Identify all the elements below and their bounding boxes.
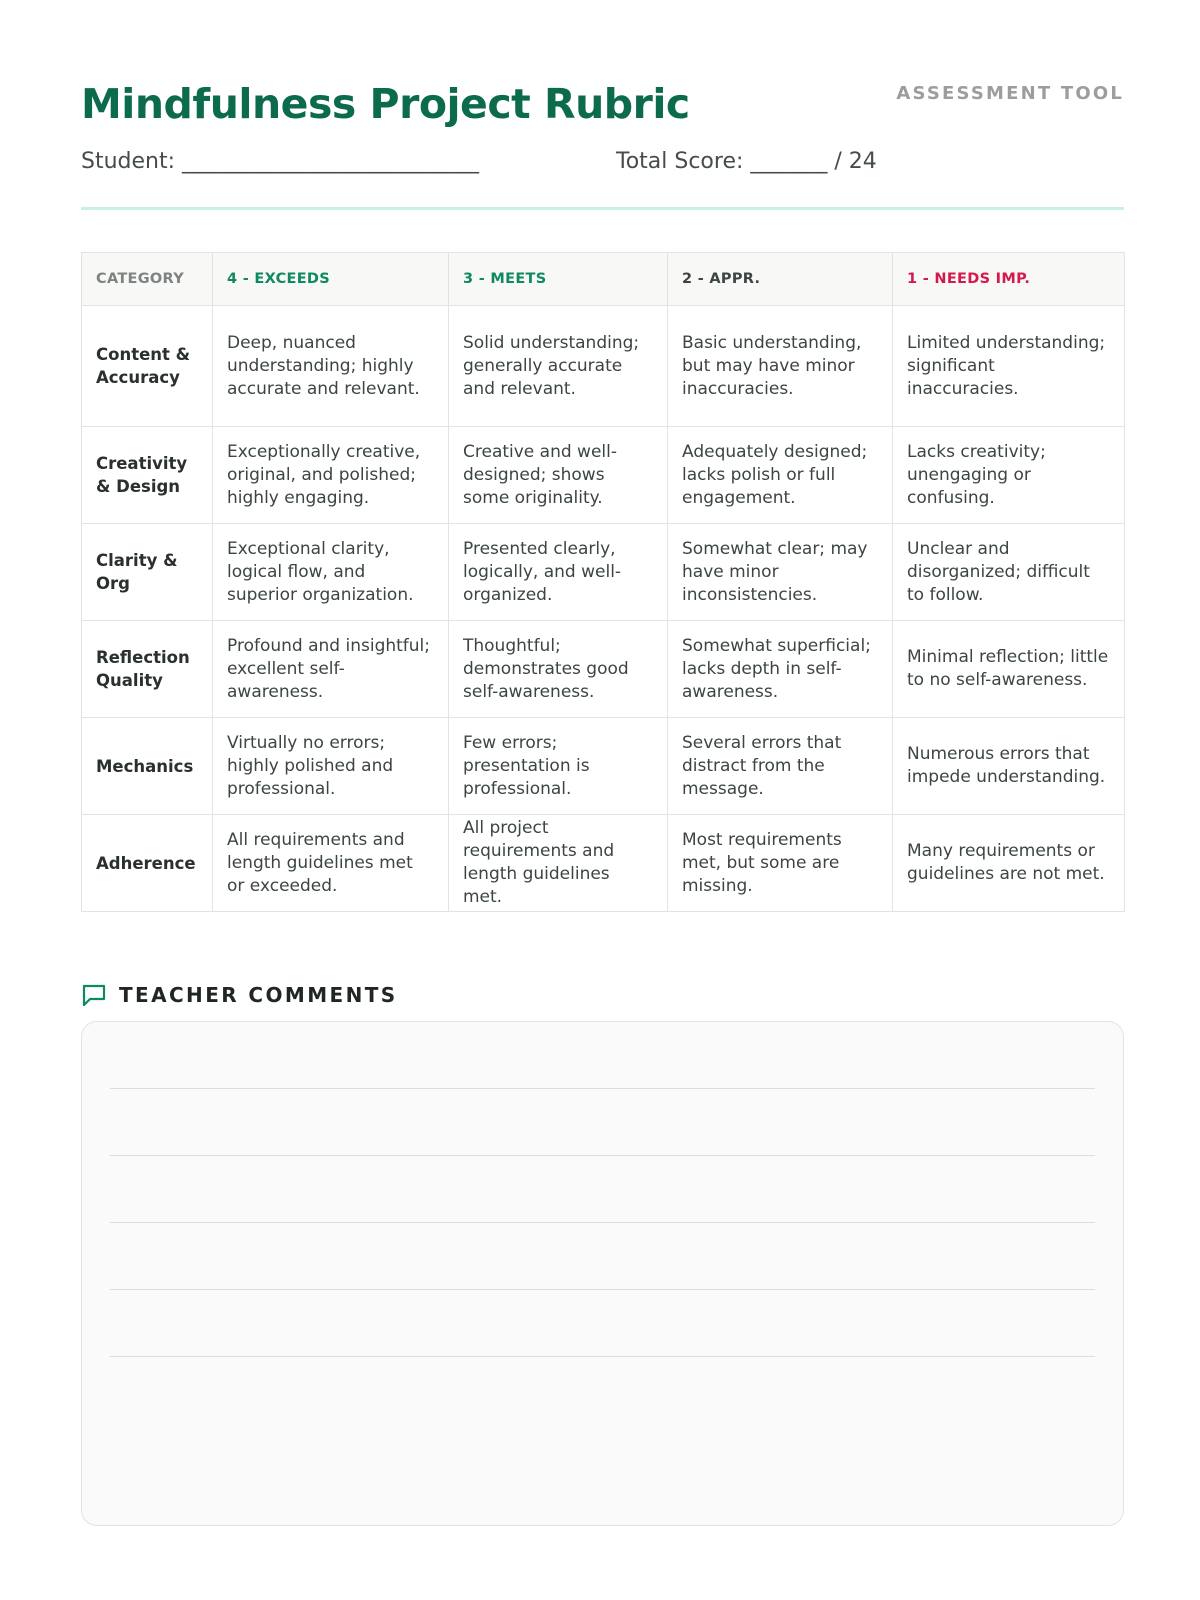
header-needs-improvement: 1 - NEEDS IMP. (893, 253, 1125, 306)
table-row (82, 815, 1125, 912)
cell-needs-improvement: Unclear and disorganized; difficult to follow. (893, 524, 1125, 621)
cell-exceeds: Virtually no errors; highly polished and professional. (213, 718, 449, 815)
row-category: Mechanics (82, 718, 213, 815)
teacher-comments-header (81, 980, 398, 1010)
row-category: Reflection Quality (82, 621, 213, 718)
page-title: Mindfulness Project Rubric (81, 80, 690, 128)
cell-needs-improvement: Many requirements or guidelines are not met. (893, 815, 1125, 912)
table-header-row (82, 253, 1125, 306)
table-row (82, 306, 1125, 427)
cell-meets: Few errors; presentation is professional. (449, 718, 668, 815)
cell-exceeds: Exceptional clarity, logical flow, and superior organization. (213, 524, 449, 621)
cell-exceeds: All requirements and length guidelines met or exceeded. (213, 815, 449, 912)
comment-icon (81, 982, 107, 1008)
header-approaching: 2 - APPR. (668, 253, 893, 306)
cell-meets: All project requirements and length guidelines met. (449, 815, 668, 912)
rubric-table (81, 252, 1125, 912)
header-divider (81, 207, 1124, 210)
row-category: Adherence (82, 815, 213, 912)
total-score-field[interactable]: Total Score: _______ / 24 (616, 149, 877, 174)
student-name-field[interactable]: Student: ___________________________ (81, 149, 480, 174)
cell-approaching: Basic understanding, but may have minor inaccuracies. (668, 306, 893, 427)
header (81, 0, 1124, 212)
table-row (82, 718, 1125, 815)
cell-needs-improvement: Limited understanding; significant inaccuracies. (893, 306, 1125, 427)
writing-line (110, 1155, 1095, 1156)
cell-approaching: Most requirements met, but some are missing. (668, 815, 893, 912)
cell-exceeds: Deep, nuanced understanding; highly accurate and relevant. (213, 306, 449, 427)
row-category: Creativity & Design (82, 427, 213, 524)
assessment-tool-tag: ASSESSMENT TOOL (896, 83, 1124, 104)
teacher-comments-box[interactable] (81, 1021, 1124, 1526)
writing-line (110, 1289, 1095, 1290)
teacher-comments-title: TEACHER COMMENTS (119, 983, 398, 1007)
header-category: CATEGORY (82, 253, 213, 306)
writing-line (110, 1222, 1095, 1223)
cell-needs-improvement: Lacks creativity; unengaging or confusing. (893, 427, 1125, 524)
writing-line (110, 1356, 1095, 1357)
cell-approaching: Somewhat superficial; lacks depth in self-awareness. (668, 621, 893, 718)
cell-meets: Solid understanding; generally accurate and relevant. (449, 306, 668, 427)
cell-approaching: Somewhat clear; may have minor inconsistencies. (668, 524, 893, 621)
table-row (82, 621, 1125, 718)
cell-approaching: Adequately designed; lacks polish or full engagement. (668, 427, 893, 524)
row-category: Content & Accuracy (82, 306, 213, 427)
header-exceeds: 4 - EXCEEDS (213, 253, 449, 306)
table-row (82, 427, 1125, 524)
cell-meets: Presented clearly, logically, and well-organized. (449, 524, 668, 621)
cell-exceeds: Profound and insightful; excellent self-awareness. (213, 621, 449, 718)
header-meets: 3 - MEETS (449, 253, 668, 306)
rubric-page (81, 0, 1124, 1007)
cell-needs-improvement: Numerous errors that impede understanding. (893, 718, 1125, 815)
cell-meets: Thoughtful; demonstrates good self-awareness. (449, 621, 668, 718)
writing-line (110, 1088, 1095, 1089)
table-row (82, 524, 1125, 621)
cell-exceeds: Exceptionally creative, original, and polished; highly engaging. (213, 427, 449, 524)
row-category: Clarity & Org (82, 524, 213, 621)
cell-approaching: Several errors that distract from the message. (668, 718, 893, 815)
cell-meets: Creative and well-designed; shows some originality. (449, 427, 668, 524)
cell-needs-improvement: Minimal reflection; little to no self-awareness. (893, 621, 1125, 718)
